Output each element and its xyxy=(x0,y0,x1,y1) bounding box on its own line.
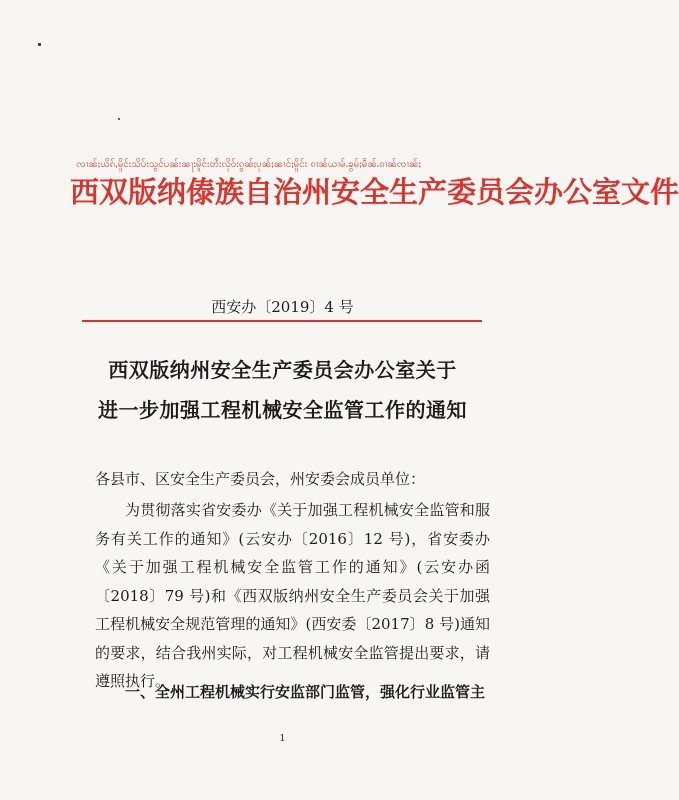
body-paragraph-text: 为贯彻落实省安委办《关于加强工程机械安全监管和服务有关工作的通知》(云安办〔2016〕12 号)，省安委办《关于加强工程机械安全监管工作的通知》(云安办函〔2018〕79 号)和《西双版纳州安全生产委员会关于加强工程机械安全规范管理的通知》(西安委〔2017〕8 号)通知的要求，结合我州实际，对工程机械安全监管提出要求，请遵照执行。 xyxy=(95,501,490,690)
document-number: 西安办〔2019〕4 号 xyxy=(211,298,354,316)
dai-script-masthead: ၸၢၼ်ႈယိၵ်ႇမိူင်းသိပ်းသွင်ပၼ်းၼႃးမိူင်းတႆးလိုဝ်းၵွၼ်ႈပုၼ်ႈၼၢင်ႈမိူင်း ၵၢၼ်ယၢမ်ႉၶွမ်ႈမဵၼ်ႉၵၢၼ်ၸၢၼ်ႈ xyxy=(76,159,421,170)
scan-speck xyxy=(118,118,120,120)
page-number: 1 xyxy=(279,734,286,744)
notice-title-line-1: 西双版纳州安全生产委员会办公室关于 xyxy=(108,358,457,382)
masthead-title: 西双版纳傣族自治州安全生产委员会办公室文件 xyxy=(70,175,679,209)
scan-speck xyxy=(38,43,41,46)
red-divider xyxy=(82,320,482,322)
notice-title-line-2: 进一步加强工程机械安全监管工作的通知 xyxy=(98,398,467,422)
section-heading: 一、全州工程机械实行安监部门监管，强化行业监管主 xyxy=(125,683,486,701)
body-paragraph xyxy=(95,496,490,696)
salutation: 各县市、区安全生产委员会，州安委会成员单位： xyxy=(95,470,426,488)
